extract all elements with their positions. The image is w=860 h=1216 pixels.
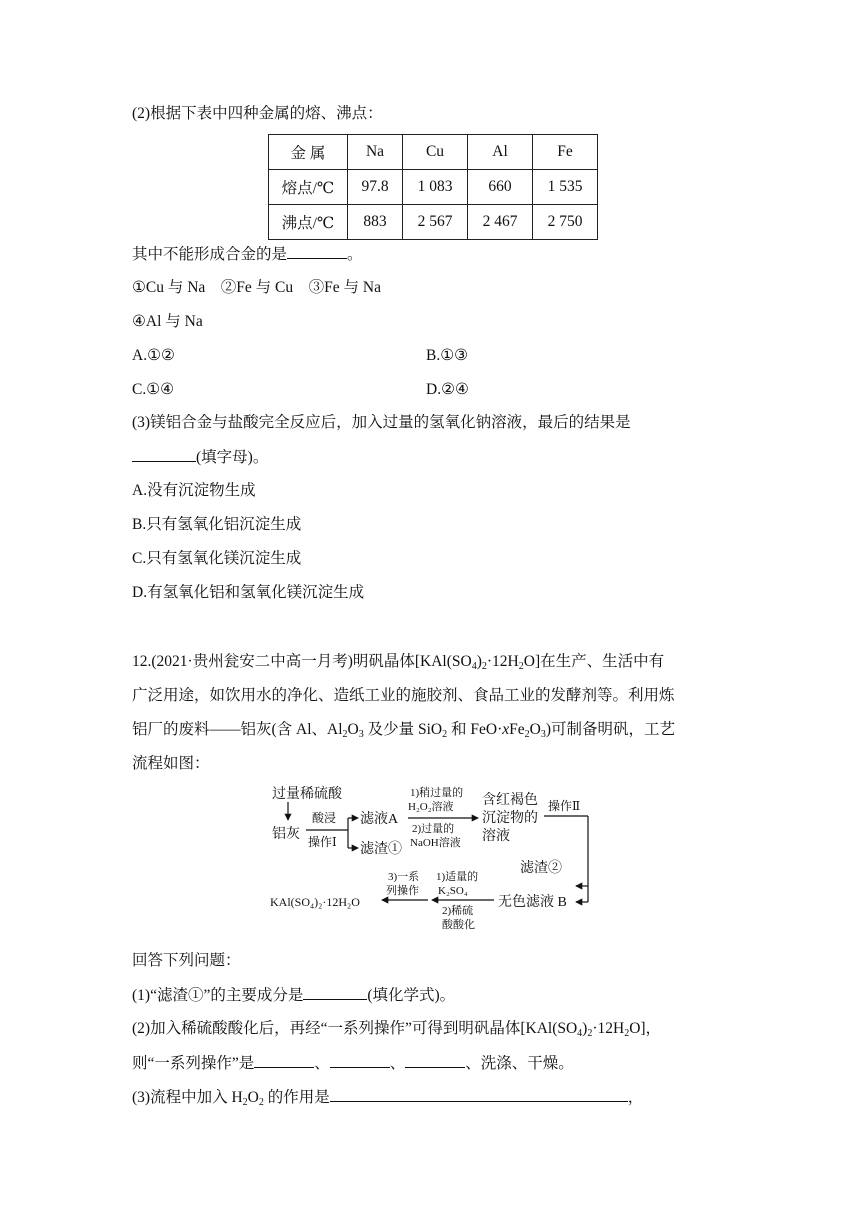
flow-red-2: 沉淀物的 bbox=[482, 811, 538, 826]
a2-line-1 bbox=[132, 1019, 661, 1039]
table-header-cell: Na bbox=[348, 135, 403, 170]
q2-option-b: B.①③ bbox=[426, 347, 469, 364]
table-cell: 97.8 bbox=[348, 170, 403, 205]
table-cell: 660 bbox=[468, 170, 533, 205]
flow-k3: 2)稀硫 bbox=[442, 905, 474, 917]
q3-option-a: A.没有沉淀物生成 bbox=[132, 482, 256, 499]
text-run: ·12H bbox=[486, 653, 519, 670]
text-run: ·12H bbox=[592, 1020, 625, 1037]
q12-line-4: 流程如图： bbox=[132, 755, 210, 772]
table-cell: 1 535 bbox=[533, 170, 598, 205]
subscript: 2 bbox=[624, 1028, 630, 1039]
subscript: 2 bbox=[524, 729, 530, 740]
melting-boiling-table bbox=[268, 134, 598, 240]
text-run: O bbox=[347, 721, 359, 738]
table-header-cell: Fe bbox=[533, 135, 598, 170]
subscript: 2 bbox=[518, 661, 524, 672]
table-cell: 2 750 bbox=[533, 205, 598, 240]
table-row bbox=[269, 135, 598, 170]
subscript: 4 bbox=[471, 661, 477, 672]
table-cell: 883 bbox=[348, 205, 403, 240]
text-run: 的作用是 bbox=[263, 1089, 330, 1106]
text-run: O]在生产、生活中有 bbox=[523, 653, 665, 670]
text-run: O bbox=[529, 721, 541, 738]
answer-blank bbox=[287, 244, 347, 259]
answer-blank bbox=[330, 1053, 390, 1068]
answer-blank bbox=[254, 1053, 314, 1068]
table-cell: 沸点/℃ bbox=[269, 205, 348, 240]
text-run: 、 bbox=[314, 1055, 330, 1072]
text-run: (3)流程中加入 H bbox=[132, 1089, 243, 1106]
subscript: 2 bbox=[242, 1097, 248, 1108]
table-row bbox=[269, 205, 598, 240]
a1-line bbox=[132, 985, 455, 1006]
text-run: O]， bbox=[629, 1020, 662, 1037]
table-cell: 2 467 bbox=[468, 205, 533, 240]
q3-option-c: C.只有氢氧化镁沉淀生成 bbox=[132, 550, 302, 567]
table-row bbox=[269, 170, 598, 205]
text-run: O bbox=[247, 1089, 259, 1106]
text-run: 和 FeO· bbox=[447, 721, 503, 738]
flow-red-1: 含红褐色 bbox=[482, 793, 538, 808]
answer-intro: 回答下列问题： bbox=[132, 952, 241, 969]
subscript: 2 bbox=[587, 1028, 593, 1039]
flow-red-3: 溶液 bbox=[482, 829, 510, 844]
q3-line-1: (3)镁铝合金与盐酸完全反应后，加入过量的氢氧化钠溶液，最后的结果是 bbox=[132, 414, 631, 431]
text-run: (1)“滤渣①”的主要成分是 bbox=[132, 987, 304, 1004]
answer-blank bbox=[132, 447, 196, 462]
q2-option-d: D.②④ bbox=[426, 381, 469, 398]
q12-line-1 bbox=[132, 652, 664, 672]
subscript: 2 bbox=[442, 729, 448, 740]
text-run: 、洗涤、干燥。 bbox=[465, 1055, 574, 1072]
flow-ash: 铝灰 bbox=[272, 827, 300, 842]
flow-op2: 操作Ⅱ bbox=[548, 799, 581, 813]
table-header-cell: 金 属 bbox=[269, 135, 348, 170]
text-run: Fe bbox=[509, 721, 525, 738]
text-run: 则“一系列操作”是 bbox=[132, 1055, 255, 1072]
text-run: )可制备明矾，工艺 bbox=[545, 721, 675, 738]
a2-line-2 bbox=[132, 1053, 574, 1074]
answer-blank bbox=[405, 1053, 465, 1068]
text-run: ， bbox=[627, 1089, 644, 1106]
q12-line-2: 广泛用途，如饮用水的净化、造纸工业的施胶剂、食品工业的发酵剂等。利用炼 bbox=[132, 687, 675, 704]
flow-step1: 1)稍过量的 bbox=[410, 787, 464, 799]
flow-acid-top: 过量稀硫酸 bbox=[272, 787, 342, 802]
subscript: 2 bbox=[342, 729, 348, 740]
text-run: (2)加入稀硫酸酸化后，再经“一系列操作”可得到明矾晶体[KAl(SO bbox=[132, 1020, 578, 1037]
q2-stem bbox=[132, 244, 363, 265]
q3-option-d: D.有氢氧化铝和氢氧化镁沉淀生成 bbox=[132, 584, 365, 601]
q12-line-3 bbox=[132, 720, 675, 740]
answer-blank bbox=[330, 1087, 628, 1102]
text-run: 、 bbox=[389, 1055, 406, 1072]
flow-k1: 1)适量的 bbox=[436, 871, 479, 883]
italic-x: x bbox=[502, 721, 510, 738]
subscript: 4 bbox=[577, 1028, 583, 1039]
flow-s1: 3)一系 bbox=[388, 871, 420, 883]
flow-h2o2: H₂O₂溶液 bbox=[408, 801, 454, 813]
flow-naoh: NaOH溶液 bbox=[410, 837, 461, 849]
flow-leach: 酸浸 bbox=[312, 811, 337, 825]
flow-residue-2: 滤渣② bbox=[520, 861, 562, 876]
process-flow-diagram bbox=[262, 782, 602, 940]
flow-k4: 酸酸化 bbox=[442, 919, 475, 931]
subscript: 2 bbox=[258, 1097, 264, 1108]
flow-s2: 列操作 bbox=[386, 885, 419, 897]
table-cell: 1 083 bbox=[403, 170, 468, 205]
text-run: (填化学式)。 bbox=[367, 987, 456, 1004]
table-header-cell: Al bbox=[468, 135, 533, 170]
text-run: 明矾晶体[KAl(SO bbox=[352, 653, 472, 670]
text-run: 铝厂的废料——铝灰(含 Al、Al bbox=[132, 721, 343, 738]
text-run: ) bbox=[476, 653, 482, 670]
flow-filtrate-a: 滤液A bbox=[360, 812, 399, 827]
q2-pair-4: ④Al 与 Na bbox=[132, 313, 203, 330]
subscript: 2 bbox=[481, 661, 487, 672]
answer-blank bbox=[303, 985, 367, 1000]
q2-intro: (2)根据下表中四种金属的熔、沸点： bbox=[132, 105, 383, 122]
flow-k2: K₂SO₄ bbox=[438, 885, 468, 897]
q3-option-b: B.只有氢氧化铝沉淀生成 bbox=[132, 516, 302, 533]
flow-residue-1: 滤渣① bbox=[360, 842, 402, 857]
a3-line bbox=[132, 1087, 643, 1108]
flow-op1: 操作Ⅰ bbox=[308, 835, 337, 849]
q2-stem-text: 其中不能形成合金的是 bbox=[132, 246, 288, 263]
text-run: 及少量 SiO bbox=[363, 721, 443, 738]
q12-number: 12. bbox=[132, 653, 152, 670]
q3-line-2 bbox=[132, 447, 268, 468]
table-cell: 2 567 bbox=[403, 205, 468, 240]
q2-option-c: C.①④ bbox=[132, 381, 175, 398]
q3-line-2-end: (填字母)。 bbox=[196, 449, 269, 466]
flow-product: KAl(SO₄)₂·12H₂O bbox=[270, 895, 360, 909]
table-cell: 熔点/℃ bbox=[269, 170, 348, 205]
flow-step2: 2)过量的 bbox=[412, 823, 455, 835]
q2-option-a: A.①② bbox=[132, 347, 175, 364]
subscript: 3 bbox=[358, 729, 364, 740]
q2-pairs: ①Cu 与 Na ②Fe 与 Cu ③Fe 与 Na bbox=[132, 279, 381, 296]
text-run: ) bbox=[582, 1020, 588, 1037]
table-header-cell: Cu bbox=[403, 135, 468, 170]
q2-stem-end: 。 bbox=[347, 246, 363, 263]
flow-filtrate-b: 无色滤液 B bbox=[498, 895, 567, 910]
q12-source: (2021·贵州瓮安二中高一月考) bbox=[151, 653, 353, 670]
subscript: 3 bbox=[540, 729, 546, 740]
